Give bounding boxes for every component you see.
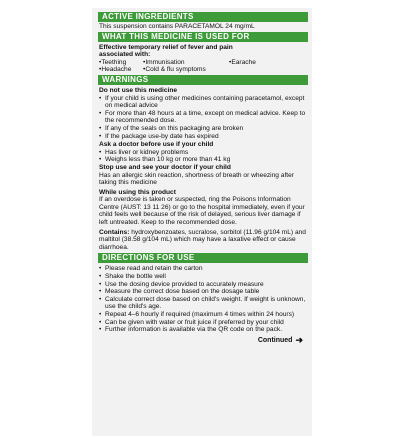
medicine-info-panel [92, 8, 312, 436]
list-item: • Repeat 4–6 hourly if required (maximum 4 times within 24 hours) [99, 311, 307, 319]
right-arrow-icon: ➜ [295, 334, 303, 345]
list-item: • If any of the seals on this packaging are broken [99, 125, 307, 133]
ask-doctor-title: Ask a doctor before use if your child [99, 141, 214, 149]
do-not-use-list [99, 95, 307, 141]
contains-label: Contains: [99, 228, 130, 236]
uses-list [99, 59, 307, 74]
list-item: • If your child is using other medicines containing paracetamol, except on medical advice [99, 95, 307, 110]
stop-use-title: Stop use and see your doctor if your child [99, 163, 231, 171]
continued-text: Continued [257, 336, 293, 344]
uses-intro: Effective temporary relief of fever and pain associated with: [99, 43, 233, 59]
stop-use-text: Has an allergic skin reaction, shortness of breath or wheezing after taking this medicine [99, 171, 294, 187]
uses-item: • Headache [99, 66, 143, 74]
do-not-use-title: Do not use this medicine [99, 86, 178, 94]
active-ingredients-text: This suspension contains PARACETAMOL 24 mg/mL [99, 23, 255, 30]
active-ingredients-header: ACTIVE INGREDIENTS [98, 12, 308, 22]
directions-list [99, 265, 307, 333]
uses-item: • Cold & flu symptoms [143, 66, 229, 74]
while-using-title: While using this product [99, 188, 176, 196]
list-item: • Use the dosing device provided to accurately measure [99, 281, 307, 289]
ask-doctor-list [99, 149, 307, 164]
directions-header: DIRECTIONS FOR USE [98, 253, 308, 263]
continued-label [99, 335, 307, 346]
warnings-header: WARNINGS [98, 75, 308, 85]
contains-text: hydroxybenzoates, sucralose, sorbitol (11.96 g/104 mL) and maltitol (38.58 g/104 mL) which may have a laxative effect or cause diarrhoea. [99, 228, 306, 251]
list-item: • Shake the bottle well [99, 273, 307, 281]
list-item: • Please read and retain the carton [99, 265, 307, 273]
list-item: • If the package use-by date has expired [99, 133, 307, 141]
while-using-text: If an overdose is taken or suspected, ring the Poisons Information Centre (AUST: 13 11 26) or go to the hospital immediately, even if your child feels well because of the risk of delayed, serious liver damage if left untreated. Keep to the recommended dose. [99, 196, 305, 227]
list-item: • Further information is available via the QR code on the pack. [99, 326, 307, 334]
contains-statement [99, 229, 307, 252]
list-item: • Measure the correct dose based on the dosage table [99, 288, 307, 296]
uses-header: WHAT THIS MEDICINE IS USED FOR [98, 32, 308, 42]
list-item: • For more than 48 hours at a time, except on medical advice. Keep to the recommended dose. [99, 110, 307, 125]
uses-item: • Teething [99, 59, 143, 67]
list-item: • Weighs less than 10 kg or more than 41 kg [99, 156, 307, 164]
uses-item: • Immunisation [143, 59, 229, 67]
list-item: • Has liver or kidney problems [99, 149, 307, 157]
list-item: • Calculate correct dose based on child's weight. If weight is unknown, use the child's age. [99, 296, 307, 311]
list-item: • Can be given with water or fruit juice if preferred by your child [99, 319, 307, 327]
uses-item: • Earache [229, 59, 289, 67]
